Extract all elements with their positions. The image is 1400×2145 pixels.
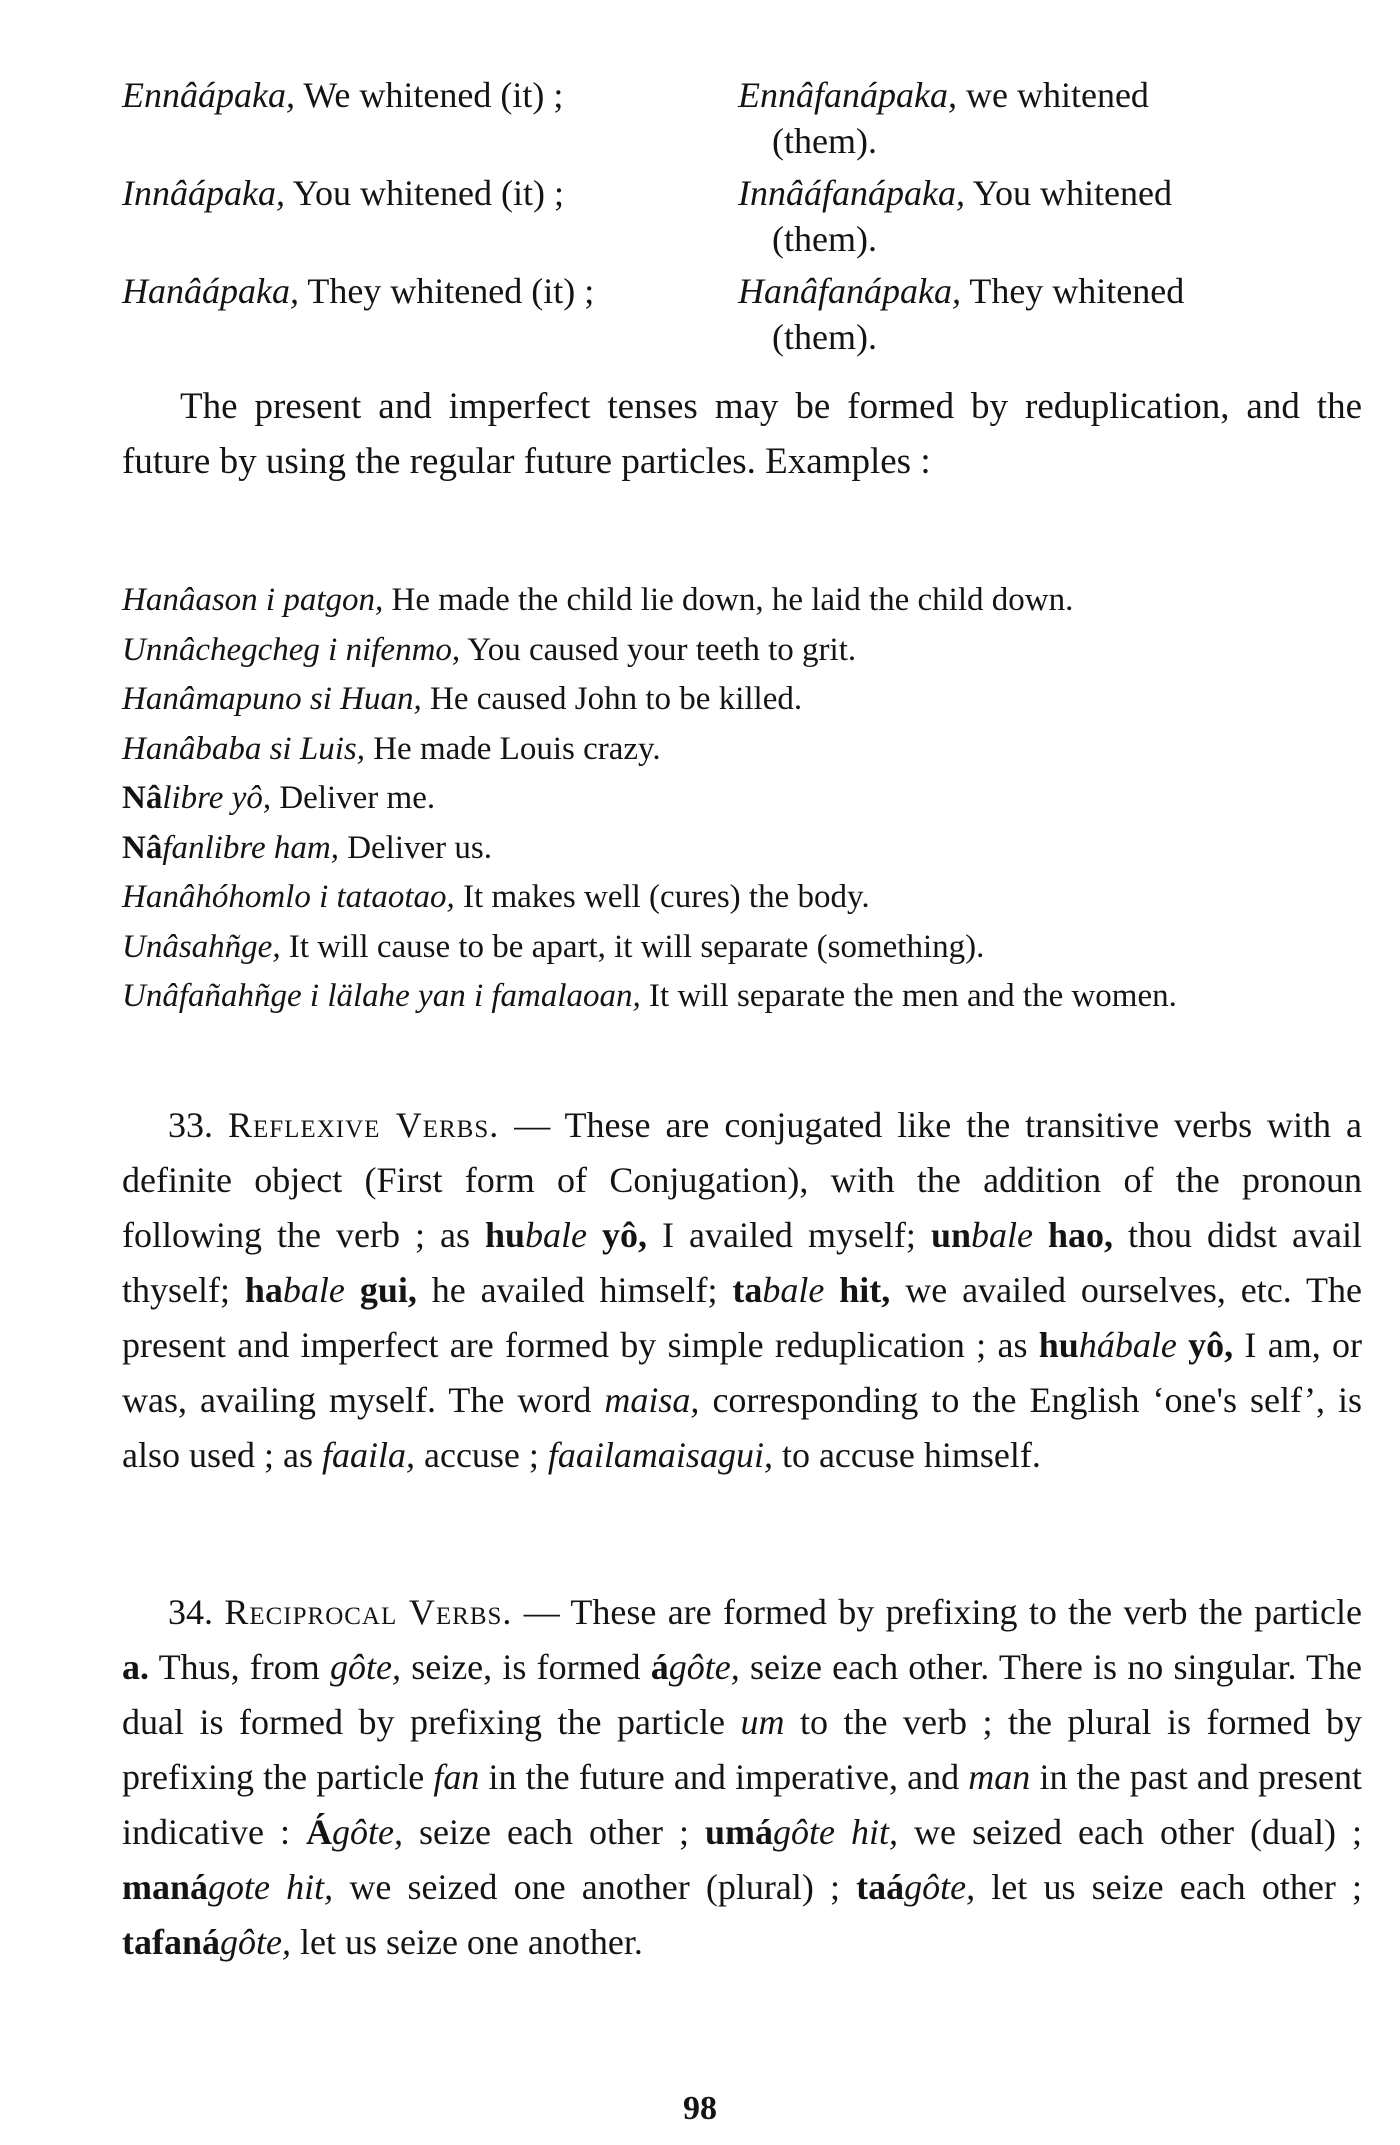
verb-gloss: We whitened (it) ; [294, 75, 564, 115]
term: maisa, [604, 1380, 700, 1420]
section-reciprocal-verbs [122, 1585, 1362, 1970]
example-prefix: Hanâ [122, 879, 196, 915]
example-gloss: It will cause to be apart, it will separate (something). [280, 928, 985, 965]
pronoun: yô, [586, 1215, 647, 1255]
term: gôte, [332, 1812, 403, 1852]
verb-stem: bale [525, 1215, 587, 1255]
term: gôte, [904, 1867, 976, 1907]
section-text: I availed myself; [647, 1215, 931, 1255]
particle: Á [306, 1812, 333, 1852]
verb-prefix: hu [484, 1215, 525, 1255]
section-title: Reflexive Verbs. [227, 1105, 500, 1145]
verb-gloss: They whitened [960, 271, 1185, 311]
section-number: 34. [168, 1592, 213, 1632]
section-text: I am, or was, availing myself. The word [122, 1325, 1362, 1420]
verb-gloss-cont: (them). [772, 121, 877, 161]
particle: á [650, 1647, 669, 1687]
verb-prefix: ha [244, 1270, 283, 1310]
term: gôte, [668, 1647, 740, 1687]
example-line [122, 774, 1362, 824]
example-line [122, 873, 1362, 923]
verb-stem: hábale [1078, 1325, 1177, 1365]
section-reflexive-verbs [122, 1098, 1362, 1483]
example-gloss: He made Louis crazy. [364, 730, 661, 767]
pronoun: hit, [824, 1270, 891, 1310]
example-gloss: He made the child lie down, he laid the child down. [383, 582, 1074, 618]
example-phrase: chegcheg i nifenmo, [195, 631, 461, 668]
particle: maná [122, 1867, 209, 1907]
example-phrase: fañahñge i lälahe yan i famalaoan, [178, 978, 641, 1014]
section-text: he availed himself; [416, 1270, 733, 1310]
particle: taá [856, 1867, 905, 1907]
particle: umá [705, 1812, 774, 1852]
verb-gloss-cont: (them). [772, 317, 877, 357]
verb-prefix: hu [1038, 1325, 1079, 1365]
example-phrase: fanlibre ham, [162, 829, 339, 866]
section-text: we availed ourselves, etc. The present and imperfect are formed by simple reduplication ; as [122, 1270, 1362, 1365]
verb-form: Hanâápaka, [122, 271, 299, 311]
example-line [122, 725, 1362, 775]
example-phrase: libre yô, [162, 780, 272, 816]
example-prefix: Nâ [122, 780, 163, 816]
verb-form: Hanâfanápaka, [738, 271, 961, 311]
intro-paragraph: The present and imperfect tenses may be formed by reduplication, and the future by using the regular future particles. Examples : [122, 386, 1362, 482]
pronoun: gui, [344, 1270, 417, 1310]
example-line [122, 576, 1362, 626]
term: um [740, 1702, 785, 1742]
verb-gloss: You whitened (it) ; [284, 173, 564, 213]
example-prefix: Unnâ [122, 631, 196, 668]
example-phrase: sahñge, [178, 928, 281, 965]
example-prefix: Hanâ [122, 681, 196, 717]
example-line [122, 675, 1362, 725]
pronoun: hao, [1032, 1215, 1113, 1255]
example-gloss: Deliver us. [338, 829, 492, 866]
example-prefix: Hanâ [122, 582, 196, 618]
section-number: 33. [168, 1105, 213, 1145]
term: man [968, 1757, 1031, 1797]
example-prefix: Hanâ [122, 730, 196, 767]
verb-gloss: They whitened (it) ; [298, 271, 595, 311]
verb-stem: bale [282, 1270, 345, 1310]
section-text: corresponding to the English ‘one's self’, is also used ; as [122, 1380, 1363, 1475]
section-text: to accuse himself. [772, 1435, 1041, 1475]
verb-form: Innâápaka, [122, 173, 285, 213]
verb-gloss: You whitened [964, 173, 1172, 213]
example-prefix: Unâ [122, 928, 179, 965]
example-gloss: It will separate the men and the women. [640, 978, 1177, 1014]
example-gloss: It makes well (cures) the body. [454, 879, 870, 915]
example-prefix: Unâ [122, 978, 179, 1014]
section-text: to the verb ; the plural is formed by prefixing the particle [122, 1702, 1362, 1797]
verb-form: Innâáfanápaka, [738, 173, 965, 213]
pronoun: yô, [1176, 1325, 1234, 1365]
example-gloss: You caused your teeth to grit. [460, 631, 857, 668]
example-line [122, 923, 1362, 973]
verb-prefix: un [930, 1215, 971, 1255]
example-line [122, 972, 1362, 1022]
term: gote hit, [208, 1867, 334, 1907]
verb-gloss-cont: (them). [772, 219, 877, 259]
example-phrase: ason i patgon, [195, 582, 384, 618]
section-text: let us seize each other ; [975, 1867, 1362, 1907]
term: fan [433, 1757, 480, 1797]
verb-stem: bale [762, 1270, 825, 1310]
verb-form: Ennâfanápaka, [738, 75, 957, 115]
term: gôte, [330, 1647, 401, 1687]
section-text: let us seize one another. [290, 1922, 643, 1962]
example-gloss: Deliver me. [271, 780, 436, 816]
section-text: seize, is formed [400, 1647, 651, 1687]
section-text: Thus, from [149, 1647, 330, 1687]
section-text: seize each other. There is no singular. The dual is formed by prefixing the particle [122, 1647, 1362, 1742]
example-gloss: He caused John to be killed. [421, 681, 803, 717]
section-text: we seized each other (dual) ; [898, 1812, 1362, 1852]
example-phrase: mapuno si Huan, [195, 681, 422, 717]
example-prefix: Nâ [122, 829, 163, 866]
page-number: 98 [683, 2090, 717, 2127]
section-text: seize each other ; [403, 1812, 705, 1852]
verb-form: Ennâápaka, [122, 75, 295, 115]
section-text: in the future and imperative, and [479, 1757, 969, 1797]
example-phrase: baba si Luis, [195, 730, 365, 767]
example-line [122, 626, 1362, 676]
section-text: — These are formed by prefixing to the verb the particle [512, 1592, 1362, 1632]
term: gôte hit, [773, 1812, 899, 1852]
example-phrase: hóhomlo i tataotao, [195, 879, 455, 915]
verb-prefix: ta [732, 1270, 763, 1310]
section-text: in the past and present indicative : [122, 1757, 1362, 1852]
verb-gloss: we whitened [956, 75, 1149, 115]
example-line [122, 824, 1362, 874]
particle: tafaná [122, 1922, 220, 1962]
examples-list [122, 576, 1362, 1022]
term: faailamaisagui, [547, 1435, 773, 1475]
particle: a. [122, 1647, 149, 1687]
section-text: accuse ; [414, 1435, 548, 1475]
term: faaila, [321, 1435, 415, 1475]
section-text: we seized one another (plural) ; [333, 1867, 857, 1907]
section-title: Reciprocal Verbs. [224, 1592, 513, 1632]
section-text: — These are conjugated like the transitive verbs with a definite object (First form of Conjugation), with the addition of the pronoun following the verb ; as [122, 1105, 1362, 1255]
verb-stem: bale [970, 1215, 1033, 1255]
section-text: thou didst avail thyself; [122, 1215, 1362, 1310]
term: gôte, [220, 1922, 291, 1962]
